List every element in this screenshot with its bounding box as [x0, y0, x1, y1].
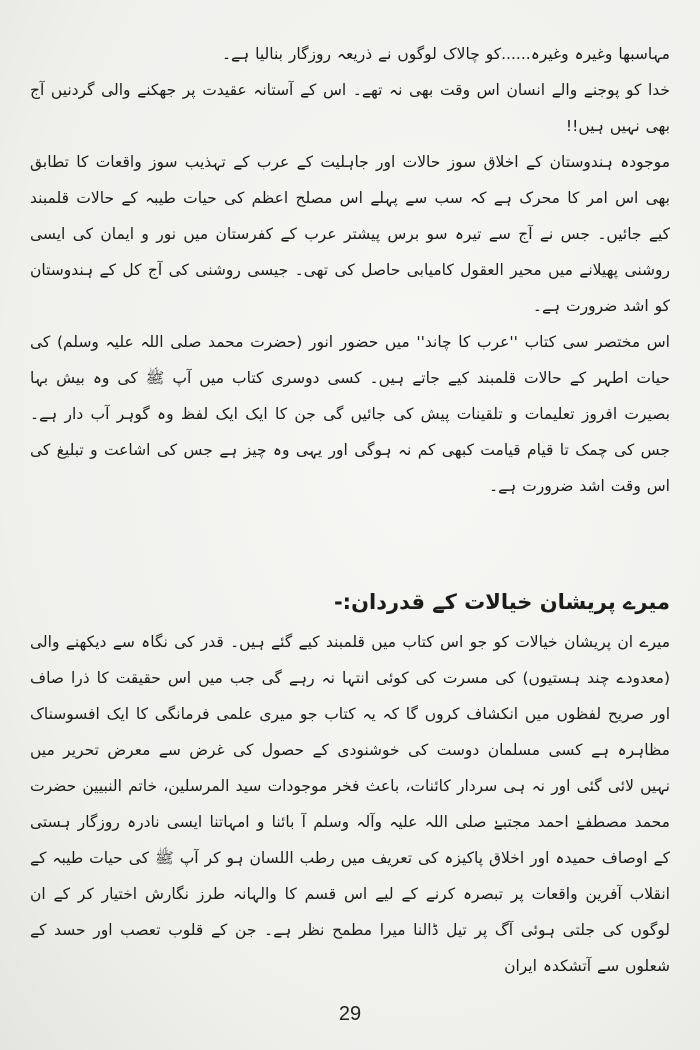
paragraph-3: موجودہ ہندوستان کے اخلاق سوز حالات اور جاہلیت کے عرب کے تہذیب سوز واقعات کا تطابق بھی اس امر کا محرک ہے کہ سب سے پہلے اس مصلح اعظم کی حیات طیبہ کے حالات قلمبند کیے جائیں۔ جس نے آج سے تیرہ سو برس پیشتر عرب کے کفرستان میں نور و ایمان کی ایسی روشنی پھیلانے میں محیر العقول کامیابی حاصل کی تھی۔ جیسی روشنی کی آج کل کے ہندوستان کو اشد ضرورت ہے۔	[30, 153, 670, 315]
text-block-top	[30, 36, 670, 504]
section-heading: میرے پریشان خیالات کے قدردان:-	[333, 590, 670, 614]
paragraph-4: اس مختصر سی کتاب ''عرب کا چاند'' میں حضور انور (حضرت محمد صلی اللہ علیہ وسلم) کی حیات اطہر کے حالات قلمبند کیے جاتے ہیں۔ کسی دوسری کتاب میں آپ ﷺ کی وہ بیش بہا بصیرت افروز تعلیمات و تلقینات پیش کی جائیں گی جن کا ایک ایک لفظ وہ گوہر آب دار ہے۔ جس کی چمک تا قیام قیامت کبھی کم نہ ہوگی اور یہی وہ چیز ہے جس کی اشاعت و تبلیغ کی اس وقت اشد ضرورت ہے۔	[30, 333, 670, 495]
page-number: 29	[338, 1003, 362, 1025]
paragraph-2: خدا کو پوجنے والے انسان اس وقت بھی نہ تھے۔ اس کے آستانہ عقیدت پر جھکنے والی گردنیں آج بھی نہیں ہیں!!	[30, 81, 670, 135]
paragraph-5: میرے ان پریشان خیالات کو جو اس کتاب میں قلمبند کیے گئے ہیں۔ قدر کی نگاہ سے دیکھنے والی (معدودے چند ہستیوں) کی مسرت کی کوئی انتہا نہ رہے گی جب میں اس حقیقت کا ذرا صاف اور صریح لفظوں میں انکشاف کروں گا کہ یہ کتاب جو میری علمی فرمانگی کا ایک افسوسناک مظاہرہ ہے کسی مسلمان دوست کی خوشنودی کے حصول کی غرض سے معرض تحریر میں نہیں لائی گئی اور نہ ہی سردار کائنات، باعث فخر موجودات سید المرسلین، خاتم النبیین حضرت محمد مصطفےٰ احمد مجتبےٰ صلی اللہ علیہ وآلہ وسلم آ بائنا و امہاتنا ایسی نادرہ روزگار ہستی کے اوصاف حمیدہ اور اخلاق پاکیزہ کی تعریف میں رطب اللسان ہو کر آپ ﷺ کی حیات طیبہ کے انقلاب آفرین واقعات پر تبصرہ کرنے کے لیے اس قسم کا والہانہ طرز نگارش اختیار کر کے ان لوگوں کی جلتی ہوئی آگ پر تیل ڈالنا میرا مطمح نظر ہے۔ جن کے قلوب تعصب اور حسد کے شعلوں سے آتشکدہ ایران	[30, 633, 670, 975]
paragraph-1: مہاسبھا وغیرہ وغیرہ......کو چالاک لوگوں نے ذریعہ روزگار بنالیا ہے۔	[221, 45, 670, 63]
text-block-bottom	[30, 624, 670, 984]
